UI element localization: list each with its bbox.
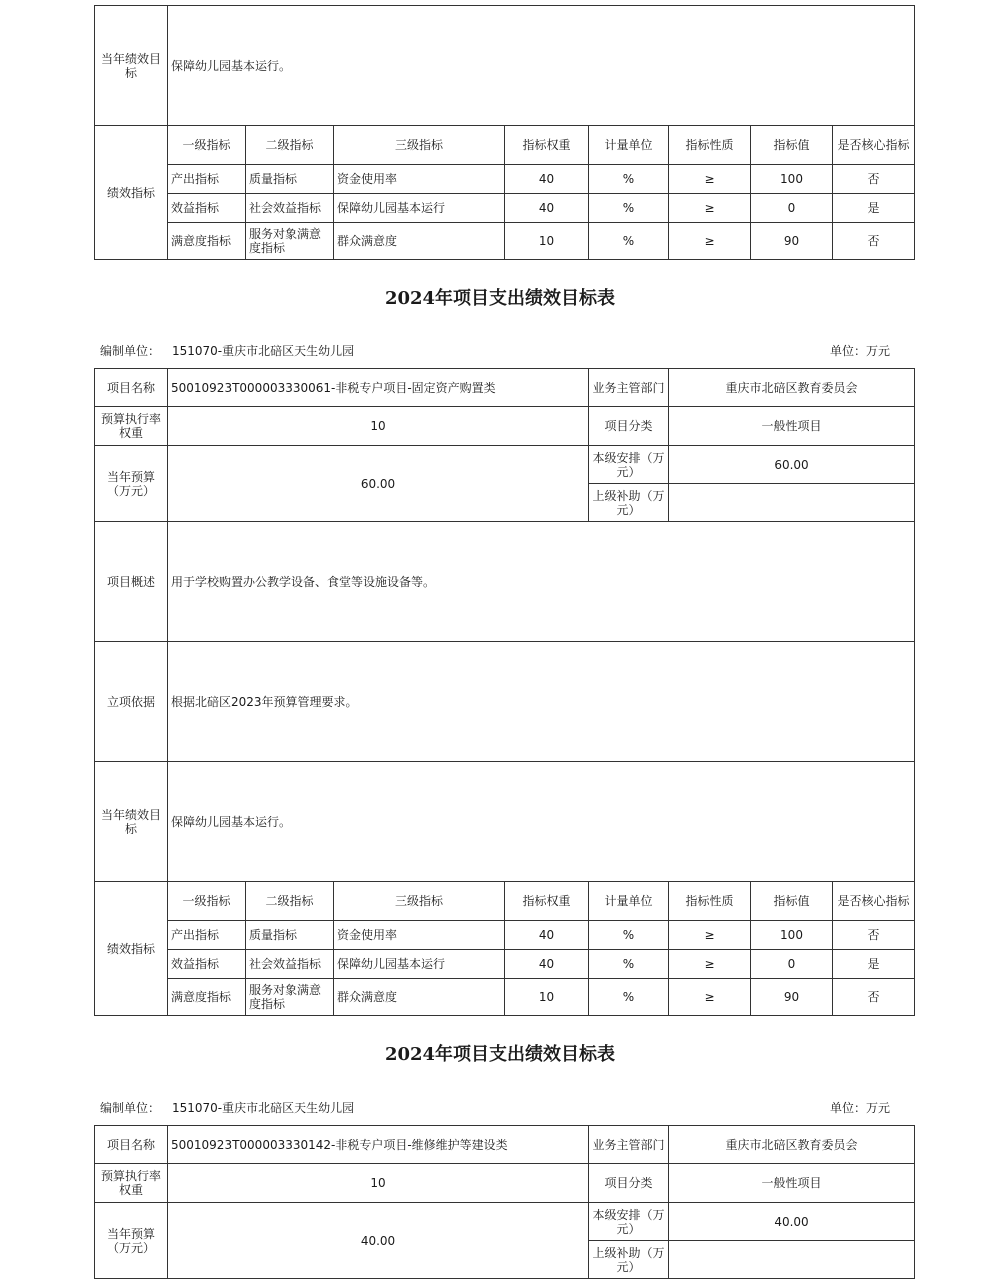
- local-value: 40.00: [669, 1203, 915, 1241]
- exec-weight-value: 10: [168, 407, 589, 446]
- dept-label: 业务主管部门: [589, 1126, 669, 1164]
- cell: 保障幼儿园基本运行: [334, 950, 505, 979]
- goal-label: 当年绩效目标: [95, 762, 168, 882]
- goal-label: 当年绩效目标: [95, 6, 168, 126]
- cell: 40: [505, 921, 589, 950]
- header-level3: 三级指标: [334, 126, 505, 165]
- project-table-2: [94, 1125, 915, 1279]
- project-name-label: 项目名称: [95, 1126, 168, 1164]
- local-value: 60.00: [669, 446, 915, 484]
- cell: ≥: [669, 921, 751, 950]
- header-value: 指标值: [751, 126, 833, 165]
- budget-value: 60.00: [168, 446, 589, 522]
- header-nature: 指标性质: [669, 126, 751, 165]
- header-core: 是否核心指标: [833, 882, 915, 921]
- cell: 40: [505, 950, 589, 979]
- basis-label: 立项依据: [95, 642, 168, 762]
- overview-text: 用于学校购置办公教学设备、食堂等设施设备等。: [168, 522, 915, 642]
- cell: 服务对象满意度指标: [246, 979, 334, 1016]
- local-label: 本级安排（万元）: [589, 1203, 669, 1241]
- org-name: 151070-重庆市北碚区天生幼儿园: [172, 344, 355, 358]
- perf-label: 绩效指标: [95, 882, 168, 1016]
- header-level1: 一级指标: [168, 126, 246, 165]
- dept-value: 重庆市北碚区教育委员会: [669, 1126, 915, 1164]
- header-weight: 指标权重: [505, 126, 589, 165]
- category-label: 项目分类: [589, 1164, 669, 1203]
- dept-label: 业务主管部门: [589, 369, 669, 407]
- table-row: [95, 979, 915, 1016]
- cell: 群众满意度: [334, 223, 505, 260]
- cell: 是: [833, 950, 915, 979]
- cell: 产出指标: [168, 921, 246, 950]
- category-label: 项目分类: [589, 407, 669, 446]
- cell: 效益指标: [168, 194, 246, 223]
- table-row: [95, 223, 915, 260]
- category-value: 一般性项目: [669, 407, 915, 446]
- cell: 40: [505, 165, 589, 194]
- cell: 效益指标: [168, 950, 246, 979]
- budget-value: 40.00: [168, 1203, 589, 1279]
- table-row: [95, 194, 915, 223]
- cell: 否: [833, 921, 915, 950]
- cell: 10: [505, 223, 589, 260]
- header-level3: 三级指标: [334, 882, 505, 921]
- cell: 保障幼儿园基本运行: [334, 194, 505, 223]
- cell: %: [589, 979, 669, 1016]
- header-level2: 二级指标: [246, 126, 334, 165]
- cell: 90: [751, 979, 833, 1016]
- header-core: 是否核心指标: [833, 126, 915, 165]
- header-level1: 一级指标: [168, 882, 246, 921]
- cell: 100: [751, 921, 833, 950]
- page-title: 2024年项目支出绩效目标表: [384, 1044, 616, 1065]
- cell: 资金使用率: [334, 165, 505, 194]
- cell: %: [589, 950, 669, 979]
- goal-text: 保障幼儿园基本运行。: [168, 762, 915, 882]
- cell: %: [589, 223, 669, 260]
- org-name: 151070-重庆市北碚区天生幼儿园: [172, 1101, 355, 1115]
- project-name: 50010923T000003330142-非税专户项目-维修维护等建设类: [168, 1126, 589, 1164]
- cell: ≥: [669, 950, 751, 979]
- overview-label: 项目概述: [95, 522, 168, 642]
- page-title: 2024年项目支出绩效目标表: [384, 288, 616, 309]
- header-unit: 计量单位: [589, 882, 669, 921]
- cell: 产出指标: [168, 165, 246, 194]
- unit-label: 单位：万元: [830, 1101, 891, 1115]
- header-unit: 计量单位: [589, 126, 669, 165]
- project-name: 50010923T000003330061-非税专户项目-固定资产购置类: [168, 369, 589, 407]
- budget-label: 当年预算（万元）: [95, 1203, 168, 1279]
- cell: 社会效益指标: [246, 950, 334, 979]
- cell: 100: [751, 165, 833, 194]
- project-table-1: [94, 368, 915, 1016]
- cell: %: [589, 921, 669, 950]
- upper-label: 上级补助（万元）: [589, 1241, 669, 1279]
- cell: 40: [505, 194, 589, 223]
- cell: 否: [833, 979, 915, 1016]
- cell: %: [589, 165, 669, 194]
- cell: 10: [505, 979, 589, 1016]
- cell: 群众满意度: [334, 979, 505, 1016]
- cell: 0: [751, 194, 833, 223]
- cell: ≥: [669, 979, 751, 1016]
- exec-weight-label: 预算执行率权重: [95, 1164, 168, 1203]
- cell: 90: [751, 223, 833, 260]
- cell: 质量指标: [246, 921, 334, 950]
- basis-text: 根据北碚区2023年预算管理要求。: [168, 642, 915, 762]
- header-weight: 指标权重: [505, 882, 589, 921]
- cell: 质量指标: [246, 165, 334, 194]
- upper-value: [669, 1241, 915, 1279]
- header-value: 指标值: [751, 882, 833, 921]
- cell: 是: [833, 194, 915, 223]
- cell: 资金使用率: [334, 921, 505, 950]
- table-row: [95, 950, 915, 979]
- goal-text: 保障幼儿园基本运行。: [168, 6, 915, 126]
- upper-value: [669, 484, 915, 522]
- cell: %: [589, 194, 669, 223]
- header-nature: 指标性质: [669, 882, 751, 921]
- cell: ≥: [669, 165, 751, 194]
- perf-label: 绩效指标: [95, 126, 168, 260]
- org-label: 编制单位：: [100, 344, 161, 358]
- cell: 满意度指标: [168, 223, 246, 260]
- org-label: 编制单位：: [100, 1101, 161, 1115]
- cell: 社会效益指标: [246, 194, 334, 223]
- perf-table-continued: [94, 5, 915, 260]
- budget-label: 当年预算（万元）: [95, 446, 168, 522]
- header-level2: 二级指标: [246, 882, 334, 921]
- local-label: 本级安排（万元）: [589, 446, 669, 484]
- cell: 否: [833, 223, 915, 260]
- exec-weight-value: 10: [168, 1164, 589, 1203]
- exec-weight-label: 预算执行率权重: [95, 407, 168, 446]
- upper-label: 上级补助（万元）: [589, 484, 669, 522]
- cell: 服务对象满意度指标: [246, 223, 334, 260]
- table-row: [95, 921, 915, 950]
- category-value: 一般性项目: [669, 1164, 915, 1203]
- cell: ≥: [669, 194, 751, 223]
- cell: 否: [833, 165, 915, 194]
- dept-value: 重庆市北碚区教育委员会: [669, 369, 915, 407]
- unit-label: 单位：万元: [830, 344, 891, 358]
- table-row: [95, 165, 915, 194]
- cell: 满意度指标: [168, 979, 246, 1016]
- cell: 0: [751, 950, 833, 979]
- cell: ≥: [669, 223, 751, 260]
- project-name-label: 项目名称: [95, 369, 168, 407]
